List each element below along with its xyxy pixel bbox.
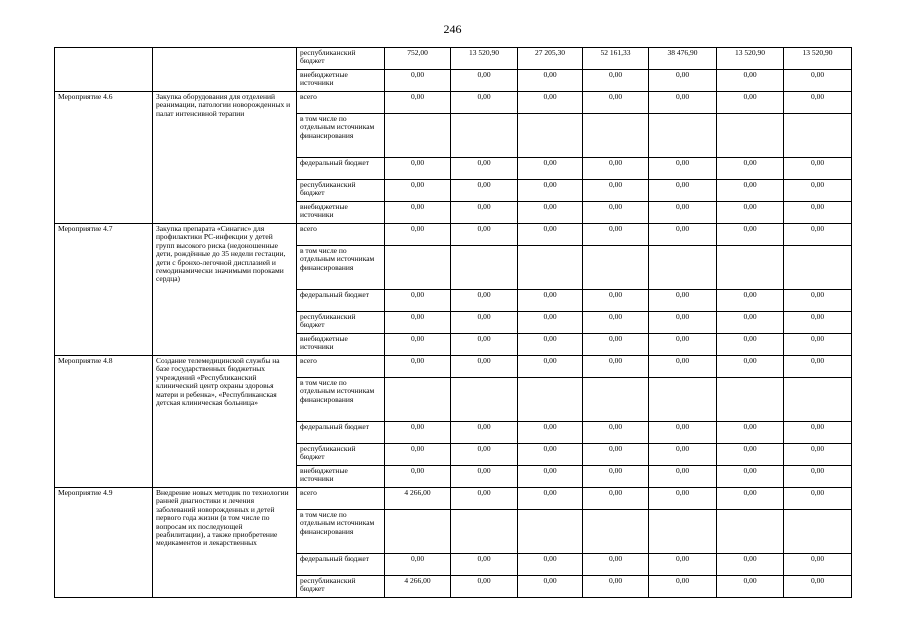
funding-source-cell: республиканский бюджет (297, 576, 385, 598)
amount-cell (717, 114, 784, 158)
table-row (55, 356, 852, 378)
amount-cell: 13 520,90 (784, 48, 852, 70)
amount-cell: 0,00 (583, 224, 649, 246)
amount-cell: 13 520,90 (451, 48, 518, 70)
amount-cell: 0,00 (784, 180, 852, 202)
measure-name-cell: Закупка оборудования для отделений реанимации, патологии новорожденных и палат интенсивной терапии (153, 92, 297, 224)
amount-cell: 0,00 (451, 158, 518, 180)
amount-cell: 0,00 (784, 466, 852, 488)
amount-cell: 0,00 (451, 334, 518, 356)
amount-cell: 0,00 (649, 70, 717, 92)
amount-cell: 0,00 (518, 334, 583, 356)
amount-cell: 0,00 (717, 224, 784, 246)
amount-cell: 0,00 (717, 92, 784, 114)
amount-cell (385, 246, 451, 290)
amount-cell: 0,00 (583, 158, 649, 180)
amount-cell: 0,00 (583, 466, 649, 488)
amount-cell: 0,00 (385, 422, 451, 444)
measure-id-cell: Мероприятие 4.6 (55, 92, 153, 224)
amount-cell: 0,00 (385, 224, 451, 246)
amount-cell: 0,00 (385, 158, 451, 180)
amount-cell: 0,00 (451, 444, 518, 466)
amount-cell: 0,00 (583, 488, 649, 510)
amount-cell: 0,00 (385, 356, 451, 378)
amount-cell: 0,00 (717, 180, 784, 202)
amount-cell: 0,00 (518, 422, 583, 444)
amount-cell: 0,00 (784, 444, 852, 466)
amount-cell: 0,00 (583, 312, 649, 334)
amount-cell: 0,00 (451, 92, 518, 114)
amount-cell: 0,00 (385, 70, 451, 92)
amount-cell: 52 161,33 (583, 48, 649, 70)
amount-cell: 0,00 (717, 290, 784, 312)
amount-cell: 0,00 (451, 180, 518, 202)
amount-cell: 0,00 (518, 444, 583, 466)
funding-source-cell: республиканский бюджет (297, 444, 385, 466)
amount-cell: 0,00 (583, 180, 649, 202)
funding-source-cell: всего (297, 92, 385, 114)
amount-cell: 0,00 (385, 554, 451, 576)
funding-source-cell: всего (297, 224, 385, 246)
amount-cell (649, 114, 717, 158)
amount-cell: 0,00 (451, 202, 518, 224)
funding-source-cell: всего (297, 356, 385, 378)
amount-cell: 0,00 (649, 290, 717, 312)
measure-name-cell: Закупка препарата «Синагис» для профилактики РС-инфекции у детей групп высокого риска (недоношенные дети, рождённые до 35 недели гестации, дети с бронхо-легочной дисплазией и гемодинамически значимыми пороками сердца) (153, 224, 297, 356)
amount-cell: 0,00 (518, 576, 583, 598)
funding-source-cell: республиканский бюджет (297, 48, 385, 70)
amount-cell (385, 114, 451, 158)
amount-cell: 0,00 (451, 576, 518, 598)
amount-cell: 0,00 (717, 356, 784, 378)
measure-id-cell: Мероприятие 4.7 (55, 224, 153, 356)
amount-cell (717, 378, 784, 422)
amount-cell: 0,00 (784, 356, 852, 378)
table-row (55, 224, 852, 246)
amount-cell (385, 378, 451, 422)
funding-source-cell: всего (297, 488, 385, 510)
amount-cell: 0,00 (649, 576, 717, 598)
funding-source-cell: внебюджетные источники (297, 202, 385, 224)
amount-cell (784, 246, 852, 290)
amount-cell: 0,00 (451, 488, 518, 510)
amount-cell: 0,00 (717, 70, 784, 92)
amount-cell: 0,00 (518, 466, 583, 488)
amount-cell: 0,00 (451, 312, 518, 334)
amount-cell (451, 378, 518, 422)
measure-id-cell (55, 48, 153, 92)
amount-cell (518, 510, 583, 554)
amount-cell (583, 378, 649, 422)
amount-cell: 0,00 (518, 158, 583, 180)
amount-cell: 0,00 (784, 312, 852, 334)
amount-cell: 0,00 (583, 444, 649, 466)
amount-cell: 4 266,00 (385, 488, 451, 510)
amount-cell: 0,00 (451, 422, 518, 444)
funding-source-cell: в том числе по отдельным источникам финансирования (297, 378, 385, 422)
amount-cell (451, 510, 518, 554)
amount-cell: 0,00 (583, 290, 649, 312)
amount-cell: 0,00 (649, 202, 717, 224)
amount-cell: 0,00 (451, 466, 518, 488)
amount-cell: 0,00 (784, 422, 852, 444)
funding-source-cell: федеральный бюджет (297, 290, 385, 312)
amount-cell: 0,00 (583, 70, 649, 92)
funding-source-cell: федеральный бюджет (297, 422, 385, 444)
amount-cell (784, 510, 852, 554)
amount-cell: 0,00 (583, 422, 649, 444)
funding-source-cell: федеральный бюджет (297, 554, 385, 576)
amount-cell (717, 246, 784, 290)
amount-cell: 0,00 (717, 202, 784, 224)
amount-cell: 0,00 (583, 356, 649, 378)
amount-cell: 0,00 (784, 202, 852, 224)
funding-source-cell: в том числе по отдельным источникам финансирования (297, 510, 385, 554)
amount-cell: 0,00 (385, 312, 451, 334)
amount-cell (784, 378, 852, 422)
amount-cell: 0,00 (649, 158, 717, 180)
amount-cell (649, 510, 717, 554)
amount-cell: 0,00 (385, 444, 451, 466)
amount-cell: 0,00 (385, 334, 451, 356)
amount-cell: 0,00 (583, 92, 649, 114)
amount-cell (784, 114, 852, 158)
measure-name-cell (153, 48, 297, 92)
amount-cell: 0,00 (784, 224, 852, 246)
measure-id-cell: Мероприятие 4.9 (55, 488, 153, 598)
amount-cell: 0,00 (717, 554, 784, 576)
amount-cell: 0,00 (518, 488, 583, 510)
amount-cell: 0,00 (451, 290, 518, 312)
amount-cell: 0,00 (385, 180, 451, 202)
amount-cell: 27 205,30 (518, 48, 583, 70)
measure-id-cell: Мероприятие 4.8 (55, 356, 153, 488)
amount-cell (583, 114, 649, 158)
budget-table (54, 47, 852, 598)
amount-cell: 0,00 (649, 444, 717, 466)
funding-source-cell: республиканский бюджет (297, 312, 385, 334)
funding-source-cell: в том числе по отдельным источникам финансирования (297, 114, 385, 158)
amount-cell: 0,00 (583, 334, 649, 356)
funding-source-cell: республиканский бюджет (297, 180, 385, 202)
amount-cell: 0,00 (649, 466, 717, 488)
amount-cell: 0,00 (518, 356, 583, 378)
amount-cell (583, 510, 649, 554)
amount-cell: 0,00 (649, 554, 717, 576)
amount-cell: 0,00 (649, 92, 717, 114)
amount-cell (451, 246, 518, 290)
amount-cell: 0,00 (385, 466, 451, 488)
amount-cell: 0,00 (784, 158, 852, 180)
funding-source-cell: федеральный бюджет (297, 158, 385, 180)
amount-cell: 0,00 (583, 202, 649, 224)
amount-cell: 0,00 (717, 422, 784, 444)
amount-cell: 0,00 (717, 444, 784, 466)
amount-cell: 0,00 (385, 202, 451, 224)
amount-cell: 0,00 (649, 312, 717, 334)
page-number: 246 (443, 22, 462, 36)
amount-cell: 4 266,00 (385, 576, 451, 598)
amount-cell: 0,00 (385, 92, 451, 114)
amount-cell: 752,00 (385, 48, 451, 70)
table-row (55, 48, 852, 70)
amount-cell: 0,00 (649, 488, 717, 510)
amount-cell (649, 378, 717, 422)
amount-cell: 0,00 (717, 334, 784, 356)
table-row (55, 488, 852, 510)
amount-cell: 0,00 (649, 334, 717, 356)
amount-cell: 0,00 (518, 224, 583, 246)
amount-cell: 0,00 (583, 576, 649, 598)
amount-cell: 0,00 (451, 224, 518, 246)
amount-cell: 0,00 (385, 290, 451, 312)
amount-cell: 0,00 (784, 554, 852, 576)
amount-cell: 0,00 (451, 554, 518, 576)
amount-cell: 0,00 (518, 554, 583, 576)
amount-cell (451, 114, 518, 158)
amount-cell (385, 510, 451, 554)
amount-cell: 0,00 (518, 202, 583, 224)
funding-source-cell: внебюджетные источники (297, 334, 385, 356)
amount-cell: 0,00 (717, 312, 784, 334)
amount-cell: 0,00 (717, 488, 784, 510)
amount-cell: 0,00 (518, 312, 583, 334)
amount-cell: 0,00 (649, 224, 717, 246)
amount-cell: 0,00 (784, 576, 852, 598)
amount-cell: 0,00 (784, 92, 852, 114)
amount-cell: 0,00 (649, 356, 717, 378)
amount-cell: 0,00 (451, 356, 518, 378)
amount-cell (717, 510, 784, 554)
amount-cell: 0,00 (784, 290, 852, 312)
amount-cell (649, 246, 717, 290)
amount-cell: 0,00 (784, 488, 852, 510)
amount-cell: 0,00 (518, 92, 583, 114)
funding-source-cell: внебюджетные источники (297, 70, 385, 92)
amount-cell: 0,00 (451, 70, 518, 92)
amount-cell: 0,00 (717, 466, 784, 488)
table-row (55, 92, 852, 114)
amount-cell: 0,00 (518, 70, 583, 92)
amount-cell: 0,00 (583, 554, 649, 576)
amount-cell: 0,00 (518, 290, 583, 312)
funding-source-cell: в том числе по отдельным источникам финансирования (297, 246, 385, 290)
amount-cell: 38 476,90 (649, 48, 717, 70)
amount-cell (518, 378, 583, 422)
measure-name-cell: Создание телемедицинской службы на базе государственных бюджетных учреждений «Республиканский клинический центр охраны здоровья матери и ребенка», «Республиканская детская клиническая больница» (153, 356, 297, 488)
amount-cell (518, 114, 583, 158)
amount-cell (518, 246, 583, 290)
amount-cell: 0,00 (784, 70, 852, 92)
amount-cell: 0,00 (649, 180, 717, 202)
amount-cell: 13 520,90 (717, 48, 784, 70)
amount-cell: 0,00 (717, 158, 784, 180)
amount-cell: 0,00 (649, 422, 717, 444)
measure-name-cell: Внедрение новых методик по технологии ранней диагностики и лечения заболеваний новорожденных и детей первого года жизни (в том числе по вопросам их последующей реабилитации), а также приобретение медикаментов и лекарственных (153, 488, 297, 598)
funding-source-cell: внебюджетные источники (297, 466, 385, 488)
amount-cell: 0,00 (784, 334, 852, 356)
amount-cell (583, 246, 649, 290)
amount-cell: 0,00 (717, 576, 784, 598)
amount-cell: 0,00 (518, 180, 583, 202)
